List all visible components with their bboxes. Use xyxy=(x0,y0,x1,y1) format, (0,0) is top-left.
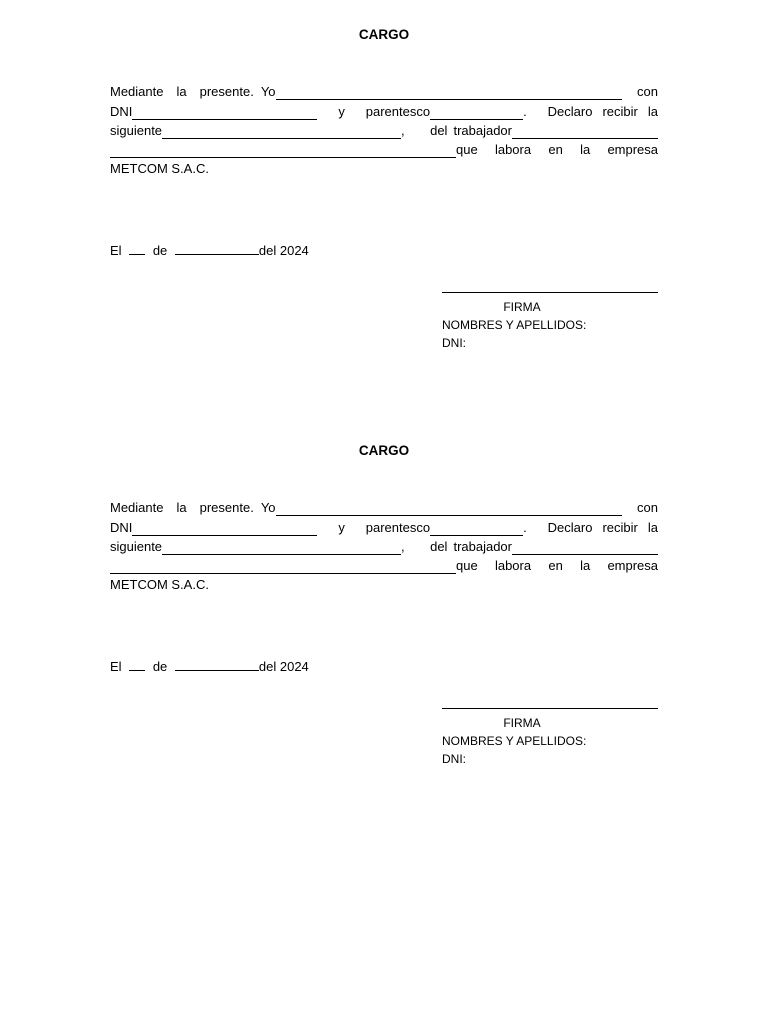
worker-blank-cont[interactable] xyxy=(110,145,456,158)
word: la xyxy=(580,558,591,573)
body-line-1 xyxy=(110,500,658,516)
word: . xyxy=(523,520,527,535)
word: Yo xyxy=(260,84,276,99)
word: empresa xyxy=(607,142,659,157)
word: El xyxy=(110,243,122,258)
date-line xyxy=(110,243,309,259)
word: del 2024 xyxy=(258,243,309,258)
word: DNI xyxy=(110,520,133,535)
body-line-4 xyxy=(110,142,658,158)
day-blank[interactable] xyxy=(129,659,145,671)
body-line-5 xyxy=(110,577,658,593)
word: Declaro xyxy=(547,520,593,535)
name-blank[interactable] xyxy=(276,87,622,100)
word: que xyxy=(456,142,478,157)
word: con xyxy=(637,84,658,99)
dni-blank[interactable] xyxy=(132,107,317,120)
name-blank[interactable] xyxy=(276,503,622,516)
item-blank[interactable] xyxy=(162,126,401,139)
word: y xyxy=(338,520,345,535)
body-line-5 xyxy=(110,161,658,177)
word: en xyxy=(548,558,563,573)
word: , xyxy=(401,539,405,554)
word: Mediante xyxy=(110,500,164,515)
body-line-4 xyxy=(110,558,658,574)
word: la xyxy=(647,520,658,535)
word: de xyxy=(152,243,168,258)
kinship-blank[interactable] xyxy=(430,107,523,120)
day-blank[interactable] xyxy=(129,243,145,255)
names-label: NOMBRES Y APELLIDOS: xyxy=(442,318,587,332)
word: parentesco xyxy=(365,520,431,535)
signature-block xyxy=(442,292,658,352)
word: del xyxy=(430,539,448,554)
signature-block xyxy=(442,708,658,768)
body-line-3 xyxy=(110,539,658,555)
word: presente. xyxy=(199,500,254,515)
names-label: NOMBRES Y APELLIDOS: xyxy=(442,734,587,748)
body-line-2 xyxy=(110,104,658,120)
word: Yo xyxy=(260,500,276,515)
word: DNI xyxy=(110,104,133,119)
body-line-3 xyxy=(110,123,658,139)
word: de xyxy=(152,659,168,674)
word: empresa xyxy=(607,558,659,573)
word: del 2024 xyxy=(258,659,309,674)
signature-line[interactable] xyxy=(442,292,658,293)
receipt-title: CARGO xyxy=(358,443,410,458)
body-line-2 xyxy=(110,520,658,536)
word: recibir xyxy=(602,520,638,535)
word: Mediante xyxy=(110,84,164,99)
dni-blank[interactable] xyxy=(132,523,317,536)
word: la xyxy=(176,84,187,99)
word: que xyxy=(456,558,478,573)
word: labora xyxy=(494,558,532,573)
word: del xyxy=(430,123,448,138)
dni-label: DNI: xyxy=(442,752,466,766)
word: siguiente xyxy=(110,123,163,138)
item-blank[interactable] xyxy=(162,542,401,555)
word: con xyxy=(637,500,658,515)
word: , xyxy=(401,123,405,138)
signature-caption: FIRMA xyxy=(503,716,541,730)
dni-label: DNI: xyxy=(442,336,466,350)
word: la xyxy=(647,104,658,119)
word: siguiente xyxy=(110,539,163,554)
worker-blank-cont[interactable] xyxy=(110,561,456,574)
month-blank[interactable] xyxy=(175,243,259,255)
word: parentesco xyxy=(365,104,431,119)
body-line-1 xyxy=(110,84,658,100)
word: Declaro xyxy=(547,104,593,119)
word: trabajador xyxy=(453,539,512,554)
word: la xyxy=(580,142,591,157)
word: la xyxy=(176,500,187,515)
month-blank[interactable] xyxy=(175,659,259,671)
company-name: METCOM S.A.C. xyxy=(110,577,209,592)
worker-blank[interactable] xyxy=(512,542,658,555)
word: en xyxy=(548,142,563,157)
kinship-blank[interactable] xyxy=(430,523,523,536)
word: El xyxy=(110,659,122,674)
worker-blank[interactable] xyxy=(512,126,658,139)
word: recibir xyxy=(602,104,638,119)
date-line xyxy=(110,659,309,675)
word: labora xyxy=(494,142,532,157)
signature-line[interactable] xyxy=(442,708,658,709)
company-name: METCOM S.A.C. xyxy=(110,161,209,176)
word: y xyxy=(338,104,345,119)
word: . xyxy=(523,104,527,119)
signature-caption: FIRMA xyxy=(503,300,541,314)
word: presente. xyxy=(199,84,254,99)
word: trabajador xyxy=(453,123,512,138)
receipt-title: CARGO xyxy=(358,27,410,42)
